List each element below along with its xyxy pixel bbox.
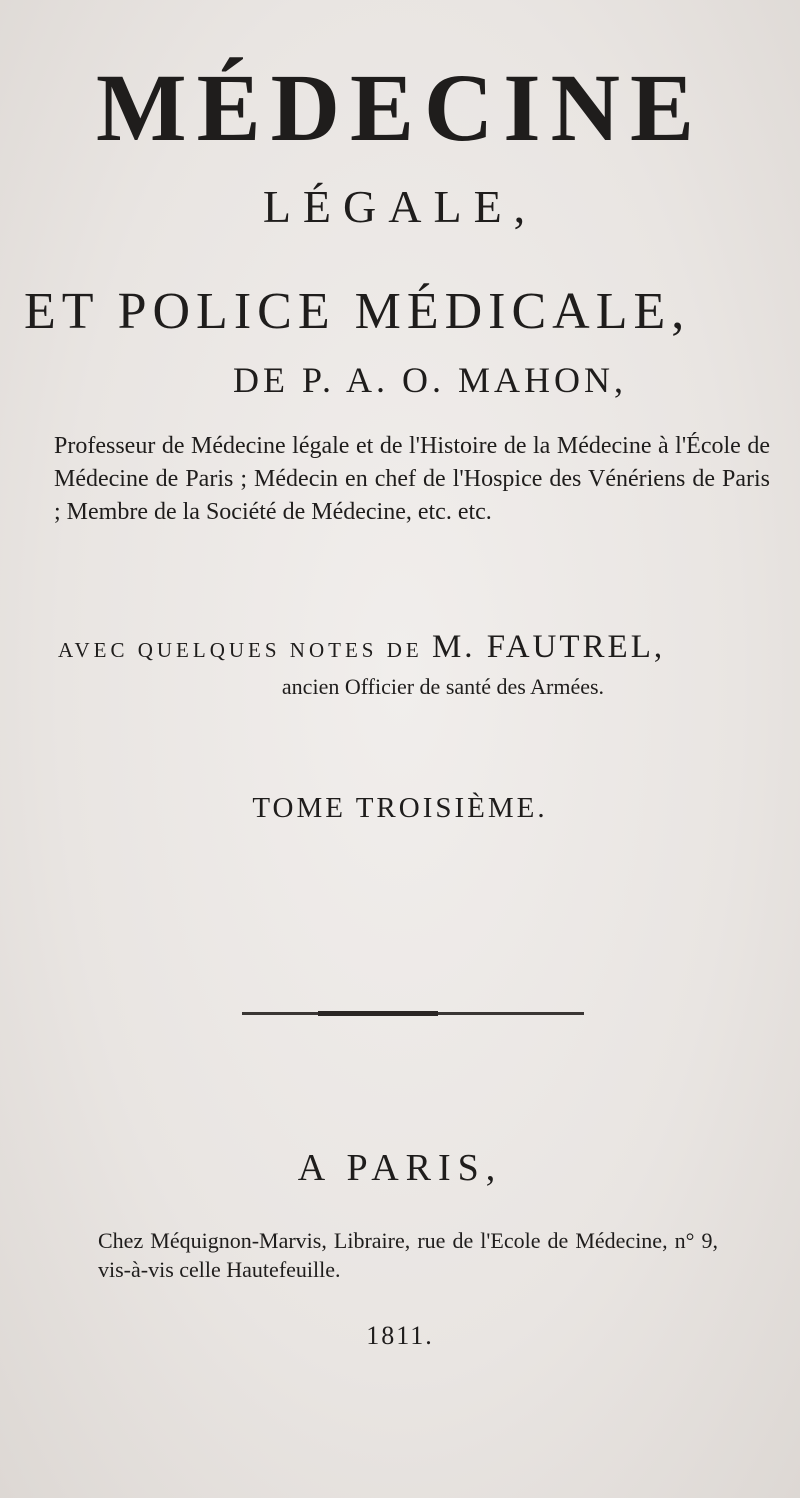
imprint-city: A PARIS,: [297, 1147, 503, 1189]
title-subtitle-2: ET POLICE MÉDICALE,: [24, 283, 691, 340]
divider-rule: [242, 1012, 584, 1015]
volume-label: TOME TROISIÈME.: [252, 792, 548, 824]
notes-line: [58, 628, 800, 669]
notes-author-title: ancien Officier de santé des Armées.: [281, 674, 605, 699]
author-line: DE P. A. O. MAHON,: [232, 360, 628, 400]
notes-author: M. FAUTREL,: [431, 629, 666, 665]
imprint-year: 1811.: [366, 1321, 434, 1350]
notes-prefix: AVEC QUELQUES NOTES DE: [58, 638, 423, 662]
title-subtitle-1: LÉGALE,: [262, 181, 538, 232]
imprint-publisher: Chez Méquignon-Marvis, Libraire, rue de l'Ecole de Médecine, n° 9, vis-à-vis celle Hautefeuille.: [98, 1228, 718, 1282]
title-main: MÉDECINE: [95, 54, 705, 161]
author-description: Professeur de Médecine légale et de l'Histoire de la Médecine à l'École de Médecine de Paris ; Médecin en chef de l'Hospice des Vénériens de Paris ; Membre de la Société de Médecine, etc. etc.: [54, 433, 770, 525]
